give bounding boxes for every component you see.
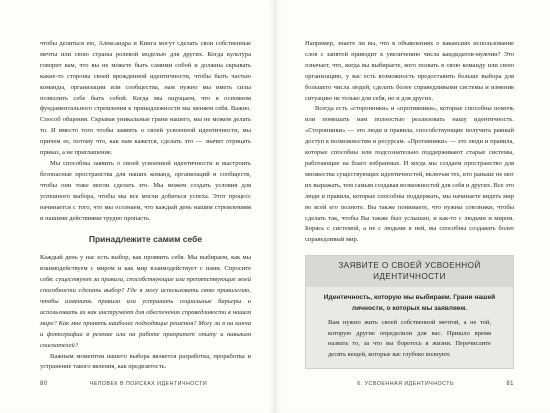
paragraph: Всегда есть «сторонники» и «противники», которые способны помочь или помешать нам полностью реализовать нашу идентичность. «Сторонники» — это люди и правила, способствующие получить равный доступ к возможностям и ресурсам. «Противники» — это люди и правила, которые способны или подсознательно поддерживают старые системы, работающие на благо избранных. И когда мы создаем пространство для множества существующих идентичностей, включая тех, кто раньше не мог их выражать, тем самым создавая возможностей для себя и других. Все это люди и правила, которые способны поддержать, мы начинаете видеть мир во всей его полноте. Вы также понимаете, что нужны союзники, чтобы сделать так, чтобы Вы также был услышан, и как-то с людьми и миром. Борясь с системой, а не с людьми в ней, вы способны создавать более справедливый мир.: [305, 105, 514, 244]
callout-body: Вам нужно жить своей собственной мечтой, а не той, которую другие определили для вас. Пришло время назвать то, за что вы боретесь в жизни. Перечислите десять вещей, которые вас глубоко волнуют.: [328, 319, 491, 358]
paragraph: Например, знаете ли вы, что в объявлениях о вакансиях использование слов с запятой приводит к увеличению числа кандидатов-мужчин? Это означает, что, когда вы выбираете, кого позвать в свою команду или свою организацию, у вас есть возможность предоставить больше выбора для большего числа людей, сделать более справедливыми системы и изменив ситуацию не только для себя, но и для других.: [305, 40, 514, 102]
page-number: 81: [506, 381, 514, 387]
right-page: [275, 0, 550, 413]
paragraph-text: Каждый день у нас есть выбор, как проявить себя. Мы выбираем, как мы взаимодействуем с миром и как мир взаимодействует с нами. Спросите себя:: [40, 254, 251, 284]
paragraph: чтобы делиться ею, Александра и Кинга могут сделать свои собственные мечты или свою страны ролевой моделью для других. Когда культура говорит вам, что вы не можете быть самими собой и должны скрывать какие-то стороны своей врожденной идентичности, чтобы быть частью команды, организации или сообщества, нам нужно мы иметь силы позволить себе быть собой. Когда мы ощущаем, что в основном фундаментального стремления к принадлежности мы меняем себя. Важно. Способ общения. Скрывая уникальные грани нашего, мы не можем делать то. И вместо того чтобы заявить о своей усвоенной идентичности, мы причем ее, потому что, как нам кажется, сделать это — значит отрицать приказ, а не приглашение.: [40, 40, 251, 157]
paragraph-italic-text: существуют ли правила, способствующие или препятствующие моей способности сделать выбор? Где я могу использовать свою привилегию, чтобы изменить правила или устранить социальные барьеры и использовать их как инструмент для обеспечения справедливости в нашем мире? Как мне принять наиболее подходящие решения? Могу ли я на кинча и фотографии в резюме или на работе приоритет опыту и навыкам соискателей?: [40, 276, 251, 349]
callout-lead: Идентичность, которую мы выбираем. Грани нашей личности, о которых мы заявляем.: [323, 294, 496, 312]
running-title: 6. УСВОЕННАЯ ИДЕНТИЧНОСТЬ: [357, 381, 454, 387]
callout-title: ЗАЯВИТЕ О СВОЕЙ УСВОЕННОЙ ИДЕНТИЧНОСТИ: [306, 256, 513, 287]
paragraph: [40, 253, 251, 351]
paragraph: Важным моментом нашего выбора является разработка, проработка и устранение такого явления, как предвзятость.: [40, 352, 251, 371]
page-footer: [40, 381, 251, 387]
callout-box: [305, 255, 514, 369]
running-title: ЧЕЛОВЕК В ПОИСКАХ ИДЕНТИЧНОСТИ: [89, 381, 208, 387]
section-heading: Принадлежите самим себе: [88, 234, 203, 245]
page-footer: [305, 381, 514, 387]
paragraph: Мы способны заявить о своей усвоенной идентичности и выстроить безопасные пространства для наших команд, организаций и сообществ, чтобы они тоже могли сделать это. Мы можем создать условия для успешного выбора, чтобы мы все могли добиться успеха. Этот процесс начинается с того, что мы осознаем, что каждый день нашим стремлениям и нашими действиями трудно пропасть.: [40, 159, 251, 222]
page-number: 80: [40, 381, 48, 387]
